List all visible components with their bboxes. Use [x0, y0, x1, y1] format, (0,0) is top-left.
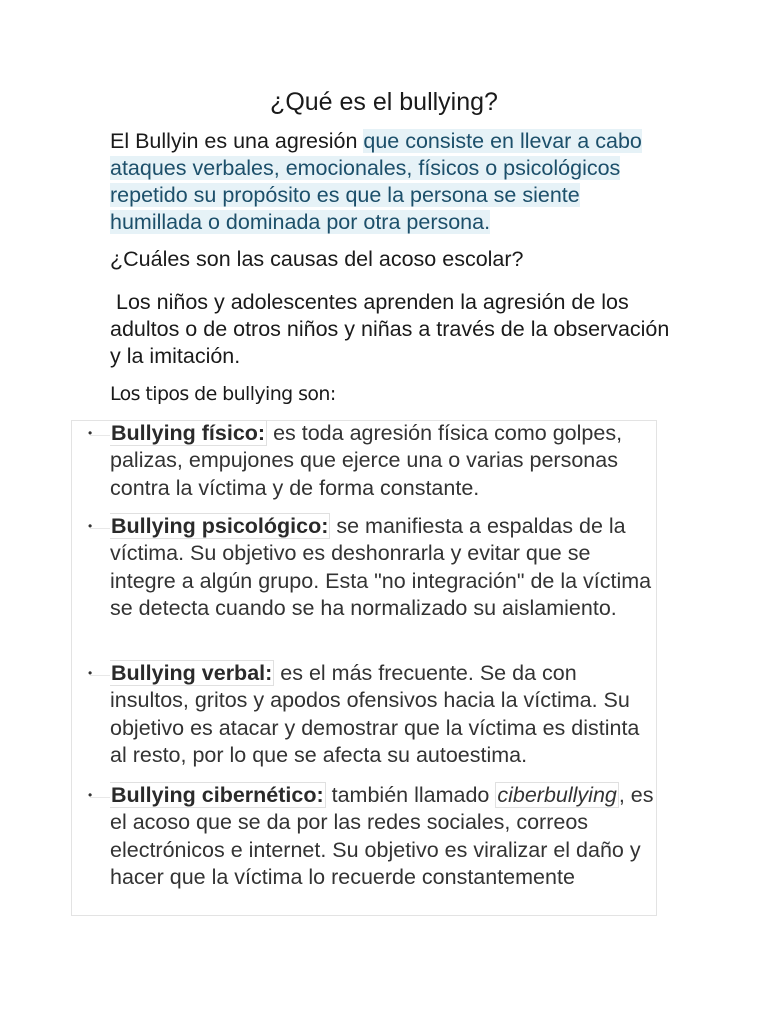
- intro-paragraph: [110, 128, 670, 236]
- bullet-icon: •: [88, 519, 93, 533]
- item-text: es toda agresión física como golpes, palizas, empujones que ejerce una o varias personas contra la víctima y de forma constante.: [110, 421, 623, 500]
- page-title: ¿Qué es el bullying?: [270, 88, 498, 116]
- intro-lead: El Bullyin es una agresión: [110, 129, 364, 153]
- item-term: Bullying psicológico:: [111, 514, 329, 538]
- types-heading: Los tipos de bullying son:: [110, 383, 336, 405]
- list-item-bullying-fisico: [88, 420, 658, 502]
- item-text-after: , es el acoso que se da por las redes sociales, correos electrónicos e internet. Su objetivo es viralizar el daño y hacer que la víctima lo recuerde constantemente: [110, 783, 654, 889]
- item-term: Bullying físico:: [111, 421, 266, 445]
- item-text-before: también llamado: [325, 783, 496, 807]
- item-emphasis: ciberbullying: [497, 783, 617, 807]
- item-text: es el más frecuente. Se da con insultos, gritos y apodos ofensivos hacia la víctima. Su objetivo es atacar y demostrar que la víctima es distinta al resto, por lo que se afecta su autoestima.: [110, 661, 640, 767]
- bullet-icon: •: [88, 788, 93, 802]
- list-item-bullying-cibernetico: [88, 782, 658, 891]
- intro-highlight: que consiste en llevar a cabo ataques verbales, emocionales, físicos o psicológicos repetido su propósito es que la persona se siente humillada o dominada por otra persona.: [110, 129, 642, 234]
- causes-paragraph: Los niños y adolescentes aprenden la agresión de los adultos o de otros niños y niñas a través de la observación y la imitación.: [110, 290, 676, 368]
- bullet-icon: •: [88, 426, 93, 440]
- list-item-bullying-psicologico: [88, 513, 658, 622]
- bullet-icon: •: [88, 666, 93, 680]
- causes-question: ¿Cuáles son las causas del acoso escolar?: [110, 247, 524, 271]
- item-text: se manifiesta a espaldas de la víctima. Su objetivo es deshonrarla y evitar que se integre a algún grupo. Esta "no integración" de la víctima se detecta cuando se ha normalizado su aislamiento.: [110, 514, 652, 620]
- item-term: Bullying cibernético:: [111, 783, 324, 807]
- list-item-bullying-verbal: [88, 660, 658, 769]
- item-term: Bullying verbal:: [111, 661, 273, 685]
